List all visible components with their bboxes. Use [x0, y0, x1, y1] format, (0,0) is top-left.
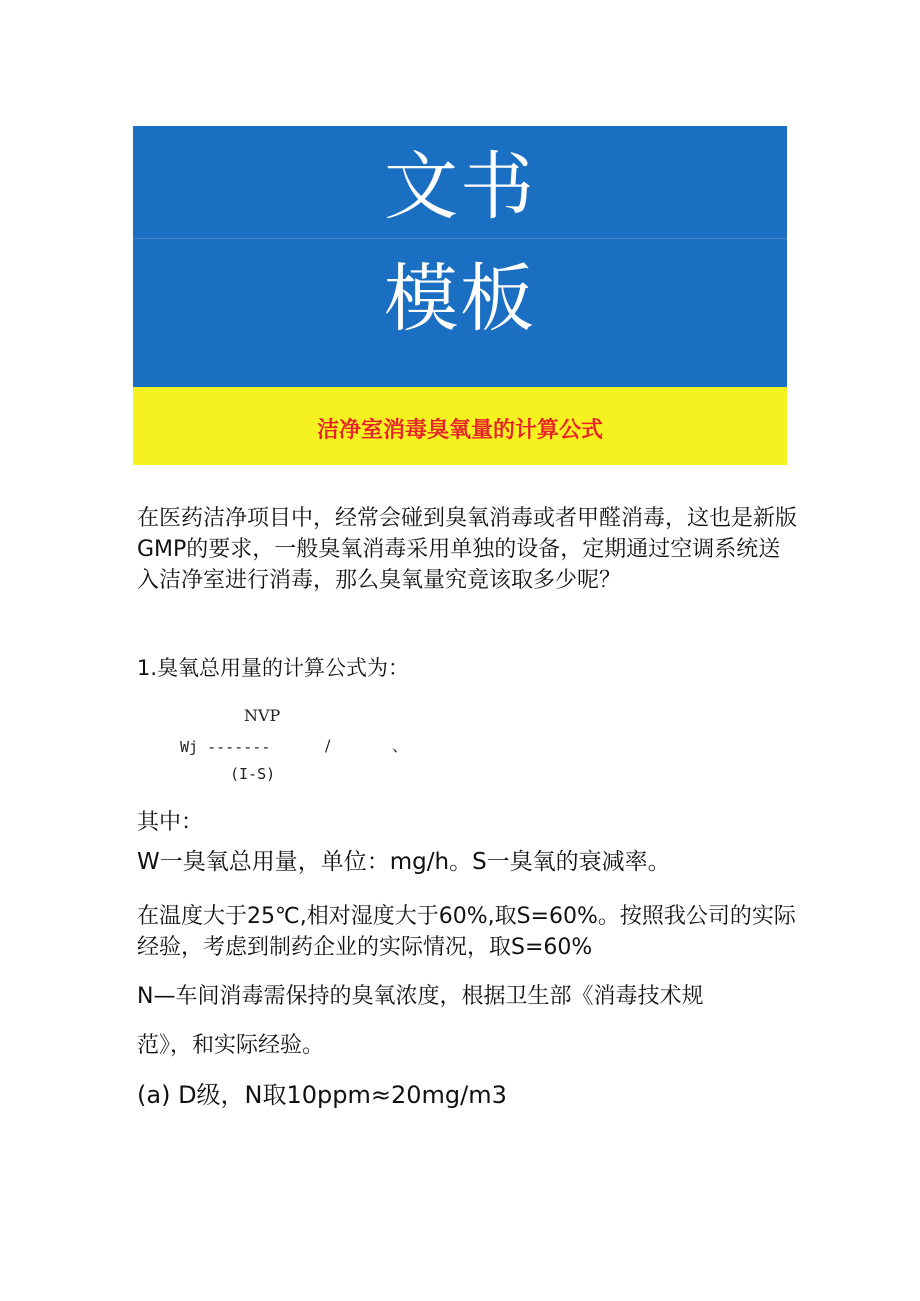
w-definition: W一臭氧总用量，单位：mg/h。S一臭氧的衰减率。	[137, 849, 671, 875]
temperature-rule: 在温度大于25℃,相对湿度大于60%,取S=60%。按照我公司的实际经验，考虑到制药企业的实际情况，取S=60%	[137, 904, 796, 960]
n-definition-continued: 范》，和实际经验。	[137, 1033, 325, 1058]
formula-denominator: (I-S)	[230, 765, 276, 783]
formula-slash: /	[325, 736, 331, 755]
banner-divider	[133, 238, 787, 239]
formula-comma: 、	[392, 736, 409, 755]
where-label: 其中：	[137, 810, 204, 835]
document-subtitle: 洁净室消毒臭氧量的计算公式	[316, 418, 603, 443]
banner-title-line2: 模板	[384, 256, 536, 342]
formula-heading: 1.臭氧总用量的计算公式为：	[137, 656, 410, 680]
formula-numerator: NVP	[244, 706, 281, 725]
formula-main-line: Wj -------	[180, 738, 271, 756]
banner-title-line1: 文书	[384, 144, 536, 230]
intro-paragraph: 在医药洁净项目中，经常会碰到臭氧消毒或者甲醛消毒，这也是新版GMP的要求，一般臭氧消毒采用单独的设备，定期通过空调系统送入洁净室进行消毒，那么臭氧量究竟该取多少呢？	[137, 506, 798, 593]
n-definition: N—车间消毒需保持的臭氧浓度，根据卫生部《消毒技术规	[137, 984, 704, 1009]
d-grade-value: (a) D级，N取10ppm≈20mg/m3	[137, 1081, 507, 1109]
